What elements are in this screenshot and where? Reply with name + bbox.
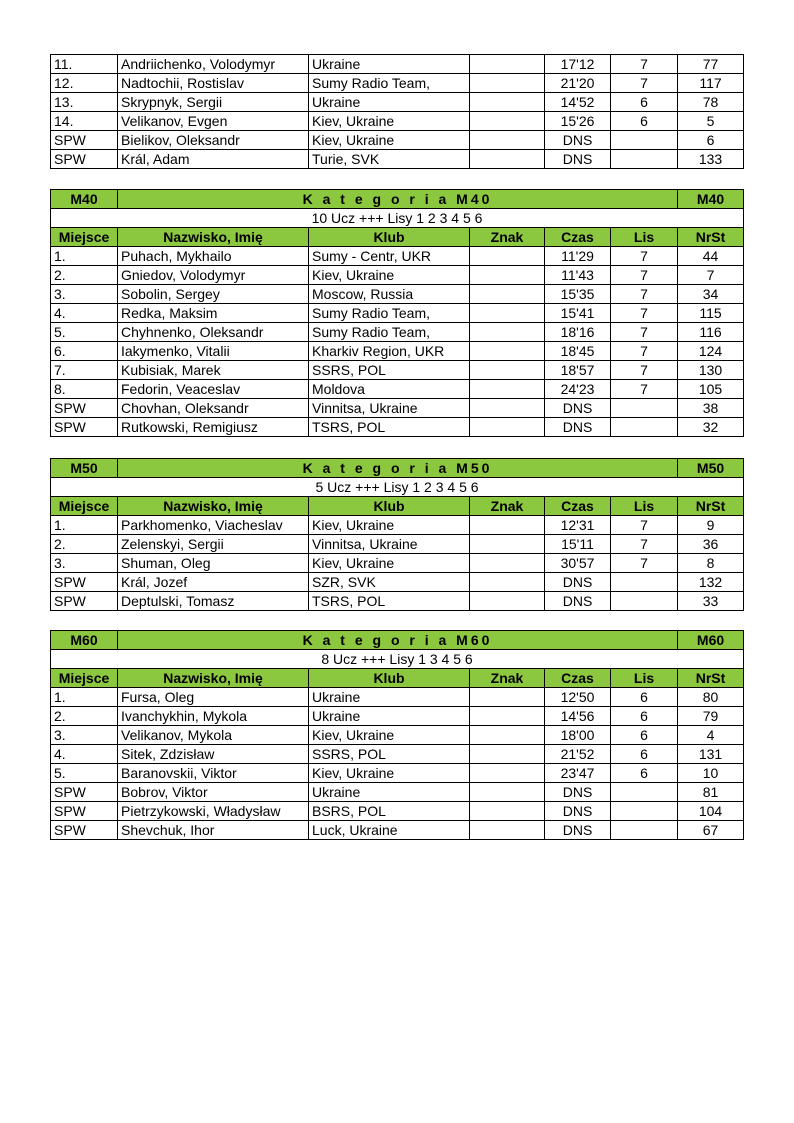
column-header-name: Nazwisko, Imię — [118, 228, 309, 247]
name-cell: Fedorin, Veaceslav — [118, 380, 309, 399]
club-cell: Kiev, Ukraine — [309, 266, 470, 285]
time-cell: 15'35 — [545, 285, 611, 304]
place-cell: 12. — [51, 74, 118, 93]
name-cell: Velikanov, Evgen — [118, 112, 309, 131]
name-cell: Shevchuk, Ihor — [118, 821, 309, 840]
column-header-time: Czas — [545, 228, 611, 247]
time-cell: 21'52 — [545, 745, 611, 764]
column-header-time: Czas — [545, 669, 611, 688]
result-row — [51, 361, 744, 380]
column-header-nrst: NrSt — [678, 497, 744, 516]
foxes-cell: 7 — [611, 361, 678, 380]
nrst-cell: 4 — [678, 726, 744, 745]
place-cell: 7. — [51, 361, 118, 380]
foxes-cell: 6 — [611, 112, 678, 131]
category-info-row — [51, 209, 744, 228]
nrst-cell: 9 — [678, 516, 744, 535]
time-cell: 18'45 — [545, 342, 611, 361]
foxes-cell: 7 — [611, 516, 678, 535]
nrst-cell: 133 — [678, 150, 744, 169]
time-cell: 15'26 — [545, 112, 611, 131]
place-cell: SPW — [51, 592, 118, 611]
category-info: 8 Ucz +++ Lisy 1 3 4 5 6 — [51, 650, 744, 669]
foxes-cell — [611, 150, 678, 169]
foxes-cell — [611, 821, 678, 840]
time-cell: 12'50 — [545, 688, 611, 707]
column-header-club: Klub — [309, 228, 470, 247]
nrst-cell: 130 — [678, 361, 744, 380]
column-header-name: Nazwisko, Imię — [118, 497, 309, 516]
result-row — [51, 802, 744, 821]
name-cell: Velikanov, Mykola — [118, 726, 309, 745]
result-row — [51, 573, 744, 592]
nrst-cell: 36 — [678, 535, 744, 554]
sign-cell — [470, 131, 545, 150]
place-cell: 13. — [51, 93, 118, 112]
nrst-cell: 38 — [678, 399, 744, 418]
column-header-time: Czas — [545, 497, 611, 516]
nrst-cell: 8 — [678, 554, 744, 573]
category-title: K a t e g o r i a M60 — [118, 631, 678, 650]
category-title: K a t e g o r i a M50 — [118, 459, 678, 478]
place-cell: 2. — [51, 535, 118, 554]
name-cell: Bobrov, Viktor — [118, 783, 309, 802]
time-cell: 17'12 — [545, 55, 611, 74]
name-cell: Andriichenko, Volodymyr — [118, 55, 309, 74]
foxes-cell: 6 — [611, 707, 678, 726]
place-cell: 1. — [51, 688, 118, 707]
time-cell: 18'16 — [545, 323, 611, 342]
sign-cell — [470, 783, 545, 802]
name-cell: Rutkowski, Remigiusz — [118, 418, 309, 437]
club-cell: Vinnitsa, Ukraine — [309, 535, 470, 554]
club-cell: Kiev, Ukraine — [309, 516, 470, 535]
place-cell: 1. — [51, 247, 118, 266]
name-cell: Deptulski, Tomasz — [118, 592, 309, 611]
category-header — [51, 459, 744, 478]
result-row — [51, 323, 744, 342]
time-cell: 30'57 — [545, 554, 611, 573]
name-cell: Puhach, Mykhailo — [118, 247, 309, 266]
place-cell: SPW — [51, 418, 118, 437]
time-cell: DNS — [545, 131, 611, 150]
sign-cell — [470, 150, 545, 169]
result-row — [51, 380, 744, 399]
result-row — [51, 285, 744, 304]
nrst-cell: 34 — [678, 285, 744, 304]
club-cell: Sumy Radio Team, — [309, 74, 470, 93]
club-cell: SSRS, POL — [309, 745, 470, 764]
nrst-cell: 10 — [678, 764, 744, 783]
name-cell: Redka, Maksim — [118, 304, 309, 323]
sign-cell — [470, 93, 545, 112]
column-header-foxes: Lis — [611, 497, 678, 516]
foxes-cell — [611, 592, 678, 611]
time-cell: DNS — [545, 573, 611, 592]
club-cell: Sumy Radio Team, — [309, 304, 470, 323]
place-cell: 2. — [51, 707, 118, 726]
nrst-cell: 105 — [678, 380, 744, 399]
foxes-cell: 7 — [611, 74, 678, 93]
time-cell: DNS — [545, 821, 611, 840]
category-code-left: M40 — [51, 190, 118, 209]
place-cell: 3. — [51, 285, 118, 304]
time-cell: 14'56 — [545, 707, 611, 726]
name-cell: Chyhnenko, Oleksandr — [118, 323, 309, 342]
club-cell: Sumy Radio Team, — [309, 323, 470, 342]
place-cell: SPW — [51, 131, 118, 150]
time-cell: 11'43 — [545, 266, 611, 285]
foxes-cell: 7 — [611, 304, 678, 323]
sign-cell — [470, 688, 545, 707]
time-cell: 23'47 — [545, 764, 611, 783]
foxes-cell — [611, 802, 678, 821]
nrst-cell: 80 — [678, 688, 744, 707]
foxes-cell — [611, 399, 678, 418]
sign-cell — [470, 554, 545, 573]
result-row — [51, 821, 744, 840]
place-cell: 8. — [51, 380, 118, 399]
club-cell: Moscow, Russia — [309, 285, 470, 304]
category-code-right: M60 — [678, 631, 744, 650]
category-code-right: M50 — [678, 459, 744, 478]
sign-cell — [470, 764, 545, 783]
place-cell: SPW — [51, 573, 118, 592]
club-cell: Turie, SVK — [309, 150, 470, 169]
club-cell: Ukraine — [309, 688, 470, 707]
name-cell: Sobolin, Sergey — [118, 285, 309, 304]
result-row — [51, 93, 744, 112]
time-cell: 21'20 — [545, 74, 611, 93]
nrst-cell: 33 — [678, 592, 744, 611]
club-cell: Kiev, Ukraine — [309, 554, 470, 573]
category-code-left: M50 — [51, 459, 118, 478]
place-cell: SPW — [51, 802, 118, 821]
nrst-cell: 116 — [678, 323, 744, 342]
time-cell: 15'11 — [545, 535, 611, 554]
nrst-cell: 132 — [678, 573, 744, 592]
column-header-name: Nazwisko, Imię — [118, 669, 309, 688]
sign-cell — [470, 802, 545, 821]
place-cell: 3. — [51, 554, 118, 573]
name-cell: Iakymenko, Vitalii — [118, 342, 309, 361]
nrst-cell: 77 — [678, 55, 744, 74]
time-cell: 18'00 — [545, 726, 611, 745]
foxes-cell: 6 — [611, 764, 678, 783]
result-row — [51, 304, 744, 323]
sign-cell — [470, 74, 545, 93]
result-row — [51, 266, 744, 285]
sign-cell — [470, 285, 545, 304]
nrst-cell: 32 — [678, 418, 744, 437]
name-cell: Sitek, Zdzisław — [118, 745, 309, 764]
club-cell: Kharkiv Region, UKR — [309, 342, 470, 361]
sign-cell — [470, 399, 545, 418]
time-cell: 12'31 — [545, 516, 611, 535]
column-header-foxes: Lis — [611, 669, 678, 688]
column-header-row — [51, 497, 744, 516]
name-cell: Gniedov, Volodymyr — [118, 266, 309, 285]
nrst-cell: 131 — [678, 745, 744, 764]
name-cell: Skrypnyk, Sergii — [118, 93, 309, 112]
club-cell: Kiev, Ukraine — [309, 112, 470, 131]
result-row — [51, 55, 744, 74]
place-cell: 11. — [51, 55, 118, 74]
name-cell: Baranovskii, Viktor — [118, 764, 309, 783]
category-info: 5 Ucz +++ Lisy 1 2 3 4 5 6 — [51, 478, 744, 497]
column-header-sign: Znak — [470, 497, 545, 516]
nrst-cell: 104 — [678, 802, 744, 821]
club-cell: Kiev, Ukraine — [309, 131, 470, 150]
name-cell: Pietrzykowski, Władysław — [118, 802, 309, 821]
sign-cell — [470, 745, 545, 764]
time-cell: 14'52 — [545, 93, 611, 112]
foxes-cell — [611, 783, 678, 802]
nrst-cell: 6 — [678, 131, 744, 150]
column-header-place: Miejsce — [51, 497, 118, 516]
nrst-cell: 81 — [678, 783, 744, 802]
place-cell: SPW — [51, 399, 118, 418]
club-cell: TSRS, POL — [309, 592, 470, 611]
place-cell: 1. — [51, 516, 118, 535]
foxes-cell: 6 — [611, 745, 678, 764]
name-cell: Král, Jozef — [118, 573, 309, 592]
category-info-row — [51, 650, 744, 669]
place-cell: 2. — [51, 266, 118, 285]
result-row — [51, 554, 744, 573]
sign-cell — [470, 573, 545, 592]
foxes-cell — [611, 418, 678, 437]
column-header-sign: Znak — [470, 228, 545, 247]
category-table-m60 — [50, 630, 744, 840]
result-row — [51, 150, 744, 169]
nrst-cell: 115 — [678, 304, 744, 323]
nrst-cell: 78 — [678, 93, 744, 112]
result-row — [51, 783, 744, 802]
column-header-row — [51, 228, 744, 247]
sign-cell — [470, 342, 545, 361]
name-cell: Parkhomenko, Viacheslav — [118, 516, 309, 535]
club-cell: TSRS, POL — [309, 418, 470, 437]
sign-cell — [470, 535, 545, 554]
name-cell: Ivanchykhin, Mykola — [118, 707, 309, 726]
foxes-cell: 7 — [611, 247, 678, 266]
category-table-m40 — [50, 189, 744, 437]
place-cell: 3. — [51, 726, 118, 745]
sign-cell — [470, 361, 545, 380]
category-code-right: M40 — [678, 190, 744, 209]
result-row — [51, 247, 744, 266]
sign-cell — [470, 304, 545, 323]
result-row — [51, 112, 744, 131]
foxes-cell: 6 — [611, 688, 678, 707]
time-cell: DNS — [545, 783, 611, 802]
foxes-cell — [611, 573, 678, 592]
sign-cell — [470, 821, 545, 840]
sign-cell — [470, 112, 545, 131]
result-row — [51, 131, 744, 150]
category-table-m50 — [50, 458, 744, 611]
place-cell: SPW — [51, 783, 118, 802]
results-table-continuation — [50, 54, 744, 169]
category-header — [51, 631, 744, 650]
sign-cell — [470, 247, 545, 266]
result-row — [51, 516, 744, 535]
time-cell: 24'23 — [545, 380, 611, 399]
foxes-cell: 7 — [611, 55, 678, 74]
column-header-foxes: Lis — [611, 228, 678, 247]
result-row — [51, 74, 744, 93]
foxes-cell: 7 — [611, 342, 678, 361]
result-row — [51, 418, 744, 437]
foxes-cell: 7 — [611, 380, 678, 399]
club-cell: Luck, Ukraine — [309, 821, 470, 840]
club-cell: Kiev, Ukraine — [309, 726, 470, 745]
result-row — [51, 745, 744, 764]
time-cell: 15'41 — [545, 304, 611, 323]
column-header-club: Klub — [309, 669, 470, 688]
nrst-cell: 79 — [678, 707, 744, 726]
sign-cell — [470, 516, 545, 535]
nrst-cell: 124 — [678, 342, 744, 361]
foxes-cell: 7 — [611, 554, 678, 573]
name-cell: Shuman, Oleg — [118, 554, 309, 573]
category-header — [51, 190, 744, 209]
sign-cell — [470, 707, 545, 726]
name-cell: Král, Adam — [118, 150, 309, 169]
result-row — [51, 399, 744, 418]
category-info-row — [51, 478, 744, 497]
time-cell: 11'29 — [545, 247, 611, 266]
category-info: 10 Ucz +++ Lisy 1 2 3 4 5 6 — [51, 209, 744, 228]
place-cell: SPW — [51, 821, 118, 840]
result-row — [51, 764, 744, 783]
name-cell: Zelenskyi, Sergii — [118, 535, 309, 554]
club-cell: Ukraine — [309, 783, 470, 802]
sign-cell — [470, 380, 545, 399]
club-cell: Ukraine — [309, 55, 470, 74]
club-cell: Sumy - Centr, UKR — [309, 247, 470, 266]
nrst-cell: 67 — [678, 821, 744, 840]
place-cell: 4. — [51, 745, 118, 764]
time-cell: DNS — [545, 399, 611, 418]
column-header-club: Klub — [309, 497, 470, 516]
time-cell: DNS — [545, 592, 611, 611]
foxes-cell: 6 — [611, 93, 678, 112]
sign-cell — [470, 726, 545, 745]
club-cell: BSRS, POL — [309, 802, 470, 821]
sign-cell — [470, 418, 545, 437]
place-cell: 5. — [51, 323, 118, 342]
result-row — [51, 592, 744, 611]
place-cell: 14. — [51, 112, 118, 131]
name-cell: Bielikov, Oleksandr — [118, 131, 309, 150]
column-header-nrst: NrSt — [678, 669, 744, 688]
sign-cell — [470, 266, 545, 285]
column-header-row — [51, 669, 744, 688]
time-cell: DNS — [545, 150, 611, 169]
club-cell: SZR, SVK — [309, 573, 470, 592]
place-cell: 6. — [51, 342, 118, 361]
club-cell: Ukraine — [309, 93, 470, 112]
sign-cell — [470, 323, 545, 342]
column-header-place: Miejsce — [51, 228, 118, 247]
time-cell: DNS — [545, 802, 611, 821]
name-cell: Chovhan, Oleksandr — [118, 399, 309, 418]
foxes-cell: 7 — [611, 266, 678, 285]
result-row — [51, 535, 744, 554]
result-row — [51, 707, 744, 726]
club-cell: Vinnitsa, Ukraine — [309, 399, 470, 418]
result-row — [51, 688, 744, 707]
foxes-cell: 6 — [611, 726, 678, 745]
club-cell: Ukraine — [309, 707, 470, 726]
column-header-place: Miejsce — [51, 669, 118, 688]
foxes-cell: 7 — [611, 285, 678, 304]
result-row — [51, 726, 744, 745]
club-cell: Moldova — [309, 380, 470, 399]
nrst-cell: 117 — [678, 74, 744, 93]
place-cell: SPW — [51, 150, 118, 169]
nrst-cell: 44 — [678, 247, 744, 266]
foxes-cell — [611, 131, 678, 150]
club-cell: SSRS, POL — [309, 361, 470, 380]
category-title: K a t e g o r i a M40 — [118, 190, 678, 209]
place-cell: 5. — [51, 764, 118, 783]
column-header-nrst: NrSt — [678, 228, 744, 247]
time-cell: DNS — [545, 418, 611, 437]
name-cell: Fursa, Oleg — [118, 688, 309, 707]
name-cell: Nadtochii, Rostislav — [118, 74, 309, 93]
column-header-sign: Znak — [470, 669, 545, 688]
name-cell: Kubisiak, Marek — [118, 361, 309, 380]
place-cell: 4. — [51, 304, 118, 323]
sign-cell — [470, 55, 545, 74]
result-row — [51, 342, 744, 361]
category-code-left: M60 — [51, 631, 118, 650]
nrst-cell: 5 — [678, 112, 744, 131]
foxes-cell: 7 — [611, 535, 678, 554]
foxes-cell: 7 — [611, 323, 678, 342]
time-cell: 18'57 — [545, 361, 611, 380]
club-cell: Kiev, Ukraine — [309, 764, 470, 783]
nrst-cell: 7 — [678, 266, 744, 285]
sign-cell — [470, 592, 545, 611]
